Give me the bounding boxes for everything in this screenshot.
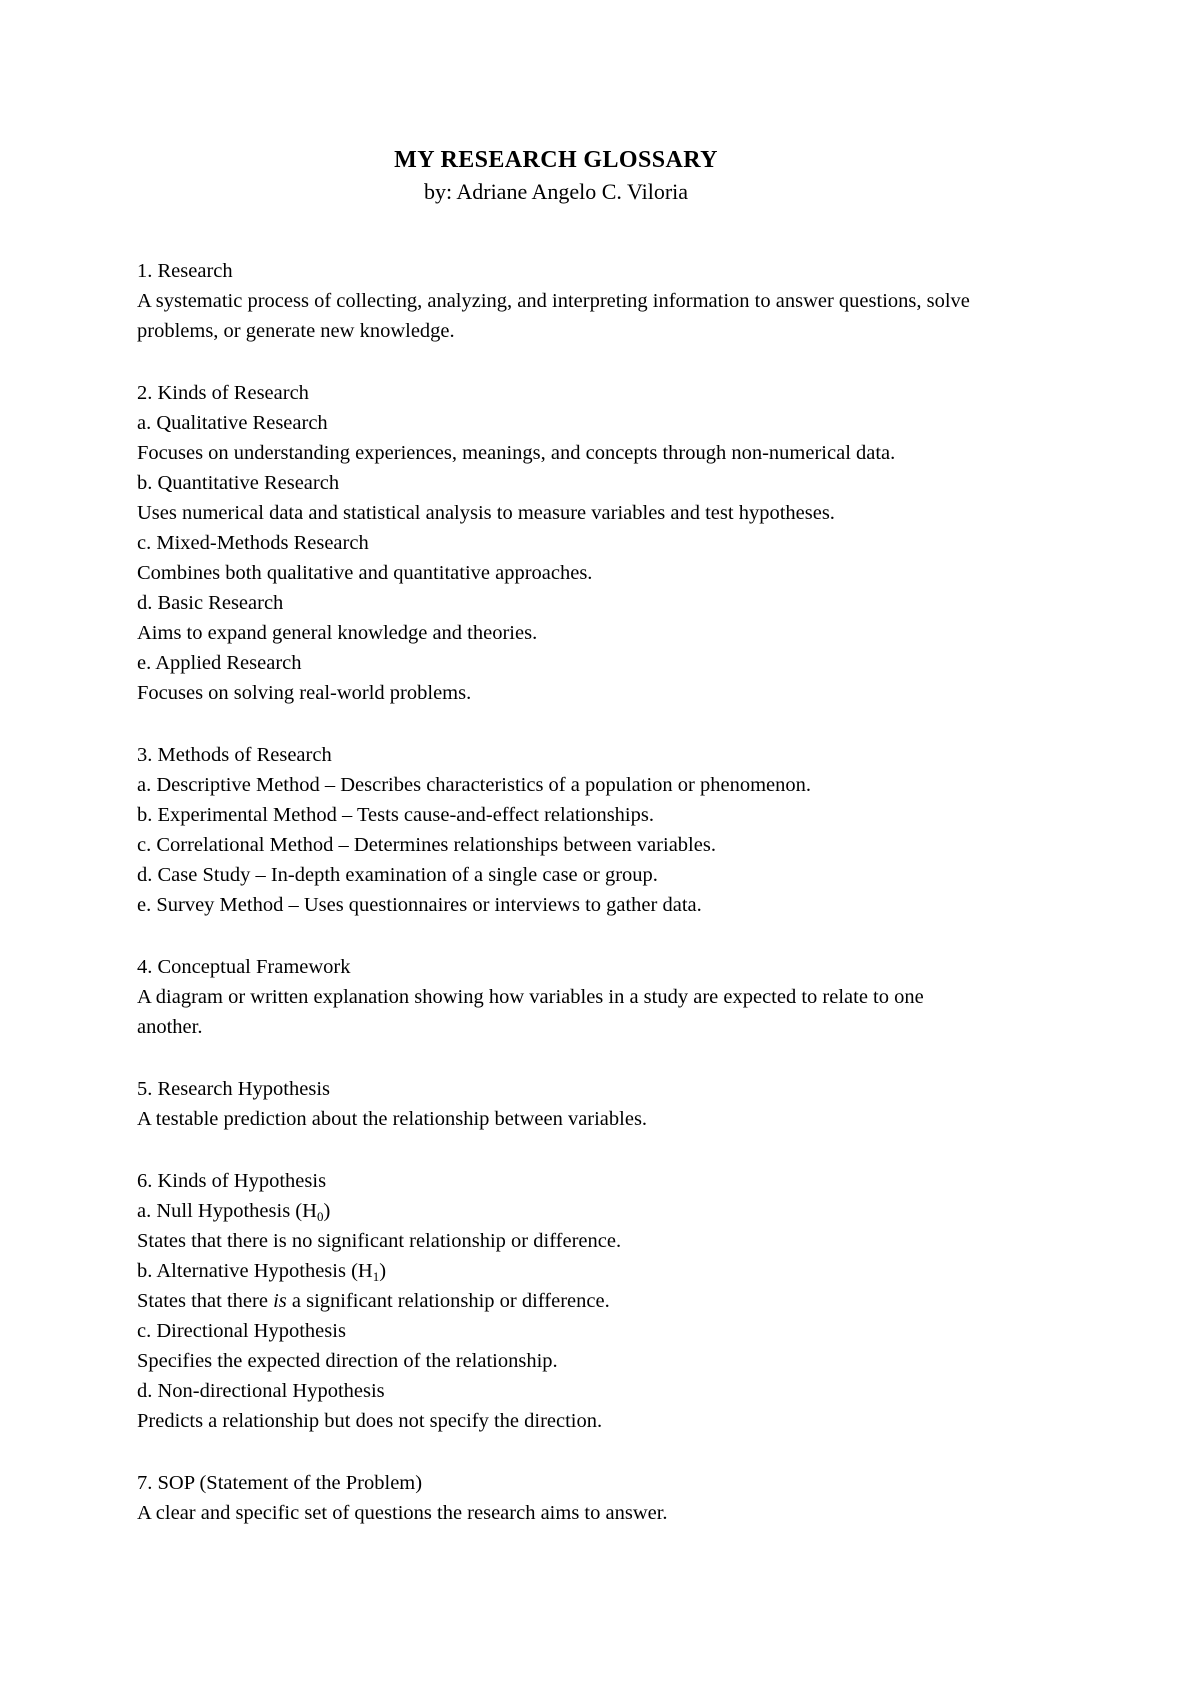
definition-text: Predicts a relationship but does not specify the direction. bbox=[137, 1410, 603, 1432]
term-alternative-hypothesis bbox=[137, 1256, 975, 1286]
definition-text: Focuses on solving real-world problems. bbox=[137, 682, 472, 704]
definition-text: A systematic process of collecting, analyzing, and interpreting information to answer questions, solve problems, or generate new knowledge. bbox=[137, 290, 970, 342]
definition-text: Combines both qualitative and quantitative approaches. bbox=[137, 562, 593, 584]
method-survey: e. Survey Method – Uses questionnaires or interviews to gather data. bbox=[137, 894, 702, 916]
term-text: ) bbox=[379, 1260, 387, 1282]
emphasized-word: is bbox=[273, 1290, 287, 1312]
section-heading: 1. Research bbox=[137, 260, 233, 282]
section-research bbox=[137, 256, 975, 346]
definition-text: A diagram or written explanation showing how variables in a study are expected to relate to one another. bbox=[137, 986, 924, 1038]
definition-part: a significant relationship or difference. bbox=[286, 1290, 610, 1312]
section-heading: 6. Kinds of Hypothesis bbox=[137, 1170, 327, 1192]
definition-text: Aims to expand general knowledge and theories. bbox=[137, 622, 538, 644]
section-heading: 3. Methods of Research bbox=[137, 744, 332, 766]
definition-part: States that there bbox=[137, 1290, 274, 1312]
h-one-subscript: 1 bbox=[372, 1269, 380, 1284]
term-non-directional-hypothesis: d. Non-directional Hypothesis bbox=[137, 1380, 385, 1402]
method-experimental: b. Experimental Method – Tests cause-and-effect relationships. bbox=[137, 804, 654, 826]
definition-text bbox=[137, 1286, 975, 1316]
definition-text: Focuses on understanding experiences, meanings, and concepts through non-numerical data. bbox=[137, 442, 896, 464]
method-case-study: d. Case Study – In-depth examination of a single case or group. bbox=[137, 864, 658, 886]
section-sop bbox=[137, 1468, 975, 1528]
term-basic-research: d. Basic Research bbox=[137, 592, 284, 614]
definition-text: States that there is no significant relationship or difference. bbox=[137, 1230, 622, 1252]
definition-text: Uses numerical data and statistical analysis to measure variables and test hypotheses. bbox=[137, 502, 835, 524]
definition-text: A testable prediction about the relationship between variables. bbox=[137, 1108, 648, 1130]
h-zero-subscript: 0 bbox=[316, 1209, 324, 1224]
section-methods-of-research bbox=[137, 740, 975, 920]
document-byline: by: Adriane Angelo C. Viloria bbox=[423, 179, 689, 204]
method-descriptive: a. Descriptive Method – Describes characteristics of a population or phenomenon. bbox=[137, 774, 812, 796]
document-header bbox=[137, 143, 975, 207]
method-correlational: c. Correlational Method – Determines relationships between variables. bbox=[137, 834, 716, 856]
section-kinds-of-hypothesis bbox=[137, 1166, 975, 1436]
term-quantitative-research: b. Quantitative Research bbox=[137, 472, 340, 494]
definition-text: Specifies the expected direction of the relationship. bbox=[137, 1350, 558, 1372]
term-null-hypothesis bbox=[137, 1196, 975, 1226]
term-text: a. Null Hypothesis (H bbox=[137, 1200, 317, 1222]
term-directional-hypothesis: c. Directional Hypothesis bbox=[137, 1320, 346, 1342]
section-research-hypothesis bbox=[137, 1074, 975, 1134]
definition-text: A clear and specific set of questions the research aims to answer. bbox=[137, 1502, 668, 1524]
section-heading: 4. Conceptual Framework bbox=[137, 956, 351, 978]
term-qualitative-research: a. Qualitative Research bbox=[137, 412, 328, 434]
section-kinds-of-research bbox=[137, 378, 975, 708]
section-heading: 2. Kinds of Research bbox=[137, 382, 309, 404]
document-title: MY RESEARCH GLOSSARY bbox=[394, 147, 718, 173]
section-conceptual-framework bbox=[137, 952, 975, 1042]
term-mixed-methods-research: c. Mixed-Methods Research bbox=[137, 532, 369, 554]
section-heading: 5. Research Hypothesis bbox=[137, 1078, 330, 1100]
term-text: b. Alternative Hypothesis (H bbox=[137, 1260, 373, 1282]
section-heading: 7. SOP (Statement of the Problem) bbox=[137, 1472, 423, 1494]
term-text: ) bbox=[323, 1200, 331, 1222]
term-applied-research: e. Applied Research bbox=[137, 652, 302, 674]
